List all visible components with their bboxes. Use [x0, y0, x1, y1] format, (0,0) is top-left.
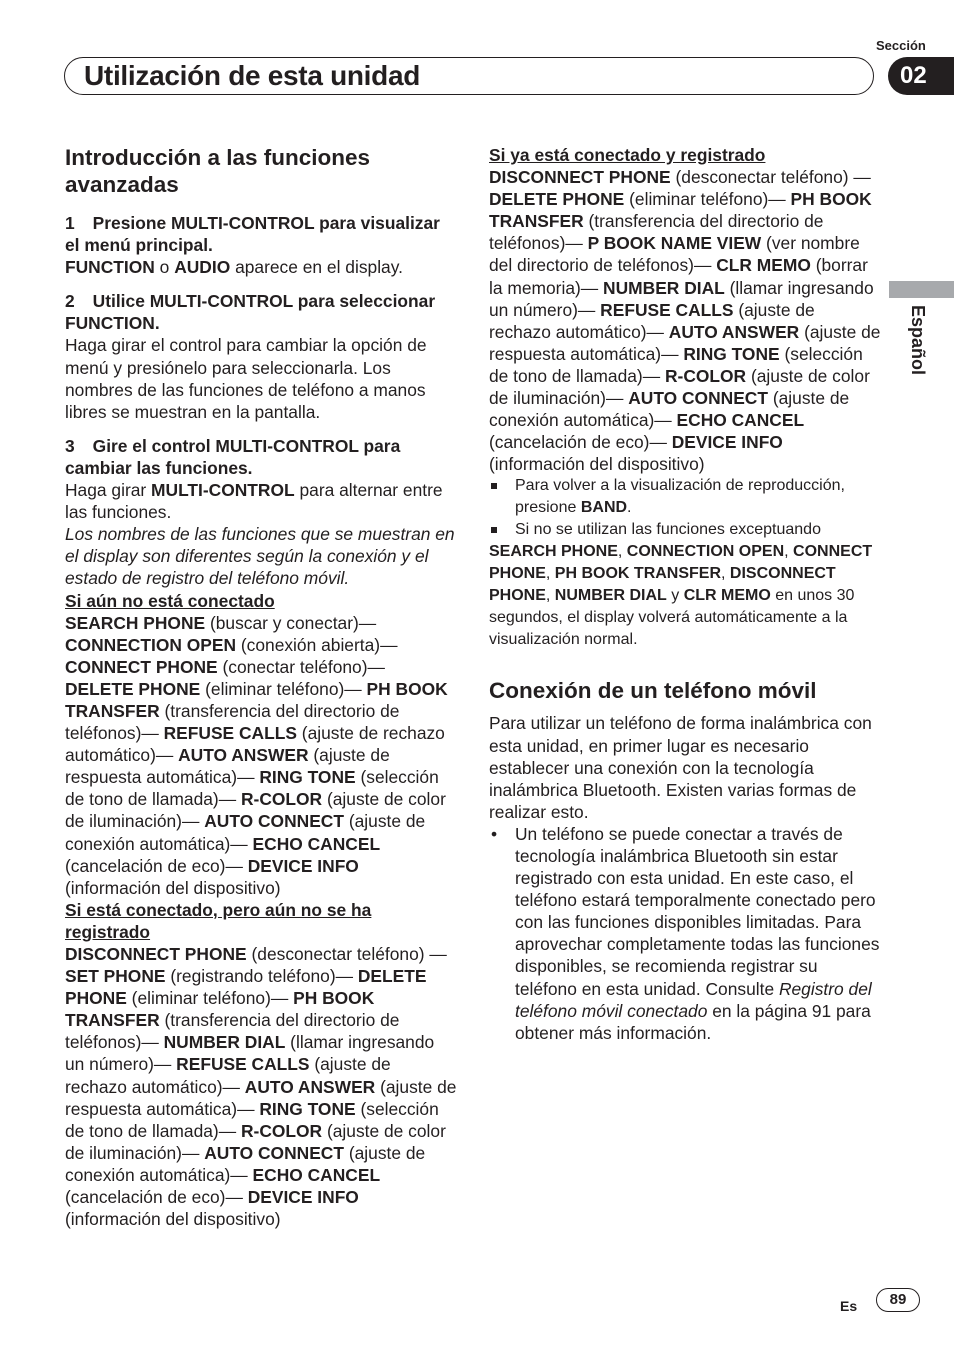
function-name: SEARCH PHONE — [65, 612, 206, 633]
function-name: DEVICE INFO — [671, 432, 783, 453]
function-name: NUMBER DIAL — [163, 1032, 286, 1053]
function-name: CONNECT PHONE — [489, 543, 873, 583]
connection-heading: Conexión de un teléfono móvil — [489, 678, 817, 704]
function-name: R-COLOR — [240, 789, 323, 810]
step-2-title: 2 Utilice MULTI-CONTROL para seleccionar FUNCTION. — [65, 291, 436, 334]
function-name: R-COLOR — [664, 365, 747, 386]
function-description: (llamar ingresando un número)— — [489, 277, 874, 320]
function-description: (transferencia del directorio de teléfonos)— — [65, 1010, 400, 1053]
function-description: (conectar teléfono)— — [217, 656, 385, 677]
function-name: CONNECTION OPEN — [65, 634, 237, 655]
note-timeout: Si no se utilizan las funciones exceptuando — [489, 519, 881, 541]
function-description: (ajuste de respuesta automática)— — [489, 321, 881, 364]
function-name: AUTO ANSWER — [178, 745, 309, 766]
connected-registered-list — [489, 166, 881, 475]
step-3-title: 3 Gire el control MULTI-CONTROL para cambiar las funciones. — [65, 435, 401, 478]
function-name: AUTO CONNECT — [628, 388, 768, 409]
function-name: PH BOOK TRANSFER — [554, 565, 722, 583]
function-name: DELETE PHONE — [489, 189, 625, 210]
function-description: (ajuste de color de iluminación)— — [65, 789, 446, 832]
function-name: CONNECT PHONE — [65, 656, 218, 677]
function-description: (información del dispositivo) — [489, 454, 705, 475]
function-description: (cancelación de eco)— — [65, 1187, 243, 1208]
function-description: (ajuste de conexión automática)— — [65, 1142, 426, 1185]
bullet-icon: • — [491, 823, 498, 844]
function-name: NUMBER DIAL — [603, 277, 725, 298]
function-description: (eliminar teléfono)— — [200, 678, 362, 699]
function-name: ECHO CANCEL — [252, 1164, 381, 1185]
page-number: 89 — [876, 1288, 920, 1312]
function-description: (ajuste de respuesta automática)— — [65, 745, 390, 788]
function-description: (ajuste de rechazo automático)— — [65, 723, 445, 766]
note-band: Para volver a la visualización de reproducción, presione BAND. — [489, 475, 881, 519]
function-name: AUTO ANSWER — [244, 1076, 376, 1097]
function-name: REFUSE CALLS — [600, 299, 734, 320]
function-description: (información del dispositivo) — [65, 1209, 281, 1230]
function-description: (buscar y conectar)— — [205, 612, 377, 633]
connected-not-registered-list — [65, 943, 457, 1230]
square-bullet-icon — [491, 483, 497, 489]
connection-body: Para utilizar un teléfono de forma inalámbrica con esta unidad, en primer lugar es necesario establecer una conexión con la tecnología inalámbrica Bluetooth. Existen varias formas de realizar esto. — [489, 713, 872, 822]
step-2-body: Haga girar el control para cambiar la opción de menú y presiónelo para seleccionarla. Los nombres de las funciones de teléfono a manos libres se muestran en la pantalla. — [65, 335, 427, 422]
function-description: (cancelación de eco)— — [489, 432, 667, 453]
function-name: RING TONE — [259, 767, 356, 788]
function-description: (selección de tono de llamada)— — [65, 767, 439, 810]
function-name: AUTO CONNECT — [204, 1142, 344, 1163]
function-name: PH BOOK TRANSFER — [65, 988, 375, 1031]
function-description: (ajuste de rechazo automático)— — [65, 1054, 391, 1097]
function-name: PH BOOK TRANSFER — [489, 189, 872, 232]
function-description: (transferencia del directorio de teléfonos)— — [489, 211, 824, 254]
connected-registered-heading: Si ya está conectado y registrado — [489, 145, 766, 165]
function-name: DELETE PHONE — [65, 966, 427, 1009]
function-name: ECHO CANCEL — [676, 410, 805, 431]
function-name: PH BOOK TRANSFER — [65, 678, 448, 721]
right-column — [489, 144, 881, 1044]
section-number-badge: 02 — [888, 57, 954, 95]
step-3-body: Haga girar MULTI-CONTROL para alternar entre las funciones. — [65, 480, 443, 523]
left-column — [65, 144, 457, 1230]
function-description: (registrando teléfono)— — [165, 966, 354, 987]
function-name: ECHO CANCEL — [252, 833, 381, 854]
function-name: DEVICE INFO — [247, 855, 359, 876]
function-name: RING TONE — [683, 343, 780, 364]
step-1-title: 1 Presione MULTI-CONTROL para visualizar el menú principal. — [65, 213, 440, 256]
function-name: CLR MEMO — [683, 587, 771, 605]
intro-heading: Introducción a las funciones avanzadas — [65, 145, 371, 197]
function-description: (ajuste de rechazo automático)— — [489, 299, 815, 342]
function-name: DISCONNECT PHONE — [489, 565, 836, 605]
function-description: (ajuste de respuesta automática)— — [65, 1076, 457, 1119]
function-description: (información del dispositivo) — [65, 877, 281, 898]
page-title: Utilización de esta unidad — [84, 60, 421, 91]
function-name: RING TONE — [259, 1098, 356, 1119]
connected-not-registered-heading: Si está conectado, pero aún no se ha registrado — [65, 899, 372, 942]
function-description: (eliminar teléfono)— — [126, 988, 289, 1009]
function-description: (transferencia del directorio de teléfonos)— — [65, 700, 400, 744]
function-description: (ver nombre del directorio de teléfonos)— — [489, 233, 860, 276]
function-name: SEARCH PHONE — [489, 543, 618, 561]
not-connected-heading: Si aún no está conectado — [65, 590, 275, 611]
function-description: (cancelación de eco)— — [65, 855, 243, 876]
step-3-italic-note: Los nombres de las funciones que se muestran en el display son diferentes según la conexión y el estado de registro del teléfono móvil. — [65, 524, 455, 589]
function-name: AUTO CONNECT — [204, 811, 344, 832]
function-name: DELETE PHONE — [65, 678, 201, 699]
function-name: R-COLOR — [240, 1120, 323, 1141]
function-description: (ajuste de conexión automática)— — [65, 811, 426, 854]
function-name: REFUSE CALLS — [176, 1054, 310, 1075]
function-name: DISCONNECT PHONE — [65, 944, 247, 964]
function-description: (ajuste de color de iluminación)— — [65, 1120, 446, 1163]
function-name: DEVICE INFO — [247, 1187, 359, 1208]
language-tab — [889, 281, 954, 298]
function-description: (conexión abierta)— — [236, 634, 398, 655]
note-timeout-functions: SEARCH PHONE, CONNECTION OPEN, CONNECT PHONE, PH BOOK TRANSFER, DISCONNECT PHONE, NUMBER DIAL y CLR MEMO en unos 30 segundos, el display volverá automáticamente a la visualización normal. — [489, 543, 873, 649]
function-name: NUMBER DIAL — [554, 587, 667, 605]
function-name: P BOOK NAME VIEW — [587, 233, 762, 254]
function-description: (borrar la memoria)— — [489, 255, 868, 298]
function-name: SET PHONE — [65, 966, 166, 987]
language-label: Español — [908, 305, 928, 376]
function-description: (desconectar teléfono) — — [670, 167, 871, 188]
function-description: (ajuste de conexión automática)— — [489, 388, 850, 431]
function-description: (selección de tono de llamada)— — [65, 1098, 439, 1141]
function-name: DISCONNECT PHONE — [489, 167, 671, 188]
function-description: (eliminar teléfono)— — [624, 189, 786, 210]
function-description: (ajuste de color de iluminación)— — [489, 365, 870, 409]
function-name: CLR MEMO — [716, 255, 811, 276]
function-description: (desconectar teléfono) — — [246, 944, 447, 964]
function-description: (selección de tono de llamada)— — [489, 343, 863, 386]
function-name: CONNECTION OPEN — [626, 543, 785, 561]
function-description: (llamar ingresando un número)— — [65, 1032, 435, 1075]
footer-language-code: Es — [840, 1298, 858, 1314]
not-connected-list — [65, 612, 457, 899]
section-label: Sección — [876, 38, 926, 53]
square-bullet-icon — [491, 527, 497, 533]
function-name: REFUSE CALLS — [163, 723, 297, 744]
connection-bullet: • Un teléfono se puede conectar a través de tecnología inalámbrica Bluetooth sin estar registrado con esta unidad. En este caso, el teléfono estará temporalmente conectado pero con las funciones disponibles limitadas. Para aprovechar completamente todas las funciones disponibles, se recomienda registrar su teléfono en esta unidad. Consulte Registro del teléfono móvil conectado en la página 91 para obtener más información. — [491, 823, 880, 1043]
function-name: AUTO ANSWER — [668, 321, 800, 342]
step-1-body: FUNCTION o AUDIO aparece en el display. — [65, 257, 403, 278]
